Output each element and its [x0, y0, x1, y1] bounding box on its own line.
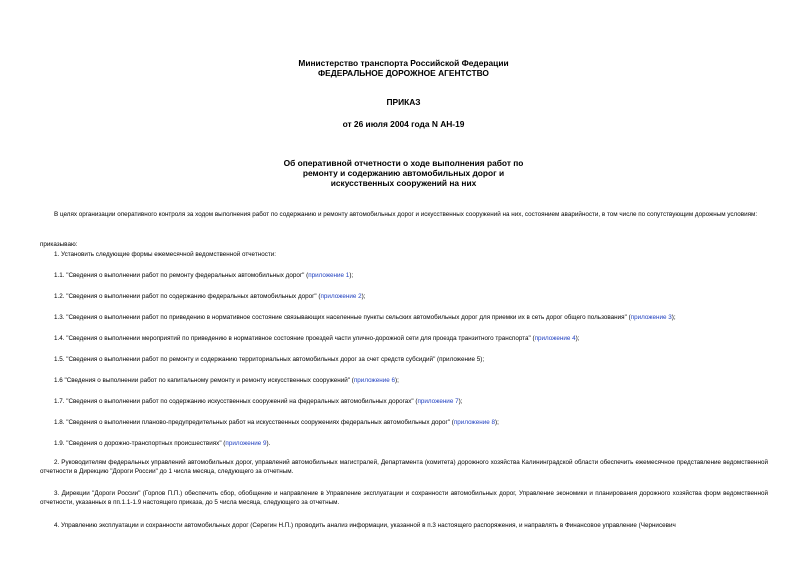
point-1: 1. Установить следующие формы ежемесячной ведомственной отчетности:	[54, 251, 276, 258]
list-item	[54, 355, 484, 364]
order-word: приказываю:	[40, 241, 78, 248]
item-text: 1.8. "Сведения о выполнении планово-предупредительных работ на искусственных сооружениях федеральных автомобильных дорог" (	[54, 419, 454, 426]
item-text: 1.1. "Сведения о выполнении работ по ремонту федеральных автомобильных дорог" (	[54, 272, 309, 279]
item-text: 1.7. "Сведения о выполнении работ по содержанию искусственных сооружений на федеральных автомобильных дорогах" (	[54, 398, 418, 405]
list-item	[54, 439, 270, 448]
item-text: 1.3. "Сведения о выполнении работ по приведению в нормативное состояние связывающих населенные пункты сельских автомобильных дорог для приемки их в сеть дорог общего пользования" (	[54, 314, 631, 321]
appendix-link[interactable]: приложение 2	[320, 293, 362, 300]
item-tail: );	[361, 293, 366, 300]
list-item	[54, 271, 353, 280]
item-tail: );	[394, 377, 399, 384]
appendix-link[interactable]: приложение 7	[417, 398, 459, 405]
subject-line-2: ремонту и содержанию автомобильных дорог и	[302, 168, 505, 178]
point-2: 2. Руководителям федеральных управлений автомобильных дорог, управлений автомобильных магистралей, Департамента (комитета) дорожного хозяйства Калининградской области обеспечить ежемесячное представление ведомственной отчетности в Дирекцию "Дороги России" до 1 числа месяца, следующего за отчетным.	[40, 459, 768, 475]
appendix-link[interactable]: приложение 4	[534, 335, 576, 342]
item-tail: );	[671, 314, 676, 321]
appendix-link[interactable]: приложение 8	[453, 419, 495, 426]
appendix-link[interactable]: приложение 6	[353, 377, 395, 384]
list-item	[54, 397, 462, 406]
item-text: 1.2. "Сведения о выполнении работ по содержанию федеральных автомобильных дорог" (	[54, 293, 321, 300]
list-item	[54, 418, 499, 427]
subject-line-1: Об оперативной отчетности о ходе выполнения работ по	[283, 158, 524, 168]
list-item	[54, 334, 580, 343]
preamble: В целях организации оперативного контроля за ходом выполнения работ по содержанию и ремонту автомобильных дорог и искусственных сооружений на них, состоянием аварийности, в том числе по сопутствующим дорожным условиям:	[54, 211, 758, 218]
point-3: 3. Дирекции "Дороги России" (Горлов П.П.) обеспечить сбор, обобщение и направление в Управление эксплуатации и сохранности автомобильных дорог, Управление экономики и планирования дорожного хозяйства форм ведомственной отчетности, указанных в пп.1.1-1.9 настоящего приказа, до 5 числа месяца, следующего за отчетным.	[40, 490, 768, 506]
appendix-link[interactable]: приложение 1	[308, 272, 350, 279]
item-tail: );	[494, 419, 499, 426]
doc-date-number: от 26 июля 2004 года N АН-19	[342, 119, 465, 129]
item-tail: );	[349, 272, 354, 279]
org-line-1: Министерство транспорта Российской Федерации	[298, 58, 509, 68]
list-item	[54, 292, 365, 301]
item-text: 1.9. "Сведения о дорожно-транспортных происшествиях" (	[54, 440, 226, 447]
item-text: 1.5. "Сведения о выполнении работ по ремонту и содержанию территориальных автомобильных дорог за счет средств субсидий" (приложение 5);	[54, 356, 485, 363]
list-item	[54, 376, 399, 385]
item-tail: ).	[266, 440, 271, 447]
item-text: 1.6 "Сведения о выполнении работ по капитальному ремонту и ремонту искусственных сооружений" (	[54, 377, 354, 384]
item-text: 1.4. "Сведения о выполнении мероприятий по приведению в нормативное состояние проездей части улично-дорожной сети для проезда транзитного транспорта" (	[54, 335, 535, 342]
appendix-link[interactable]: приложение 9	[225, 440, 267, 447]
appendix-link[interactable]: приложение 3	[630, 314, 672, 321]
subject-line-3: искусственных сооружений на них	[330, 178, 477, 188]
list-item	[54, 313, 676, 322]
point-4: 4. Управлению эксплуатации и сохранности автомобильных дорог (Серегин Н.П.) проводить анализ информации, указанной в п.3 настоящего распоряжения, и направлять в Финансовое управление (Чернисевич	[54, 522, 676, 529]
item-tail: );	[575, 335, 580, 342]
doc-type: ПРИКАЗ	[386, 97, 421, 107]
org-line-2: ФЕДЕРАЛЬНОЕ ДОРОЖНОЕ АГЕНТСТВО	[318, 68, 489, 78]
item-tail: );	[458, 398, 463, 405]
